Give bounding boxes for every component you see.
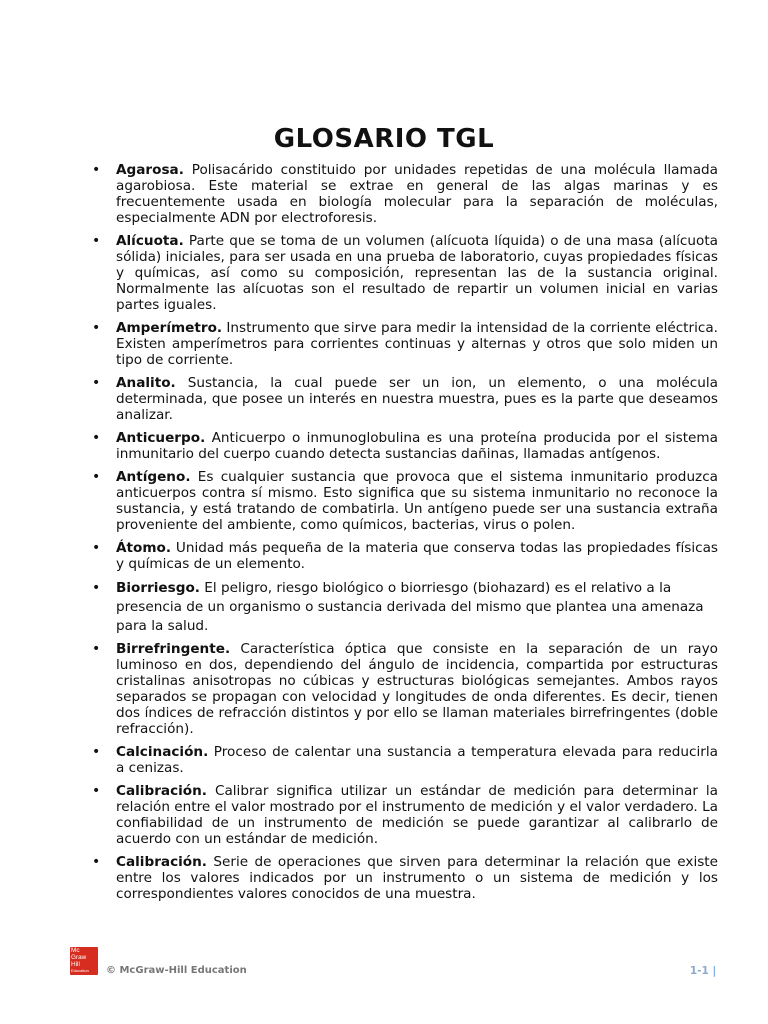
entry-term: Alícuota. (116, 233, 184, 249)
glossary-entry-calibracion-1 (116, 783, 718, 847)
entry-definition: Anticuerpo o inmunoglobulina es una proteína producida por el sistema inmunitario del cuerpo cuando detecta sustancias dañinas, llamadas antígenos. (116, 430, 718, 462)
entry-term: Calibración. (116, 854, 207, 870)
page-title: GLOSARIO TGL (273, 124, 495, 154)
glossary-entry-amperimetro (116, 320, 718, 368)
entry-definition: Unidad más pequeña de la materia que conserva todas las propiedades físicas y químicas de un elemento. (116, 540, 718, 572)
entry-term: Agarosa. (116, 162, 184, 178)
glossary-entry-biorriesgo (116, 579, 718, 636)
entry-term: Calcinación. (116, 744, 209, 760)
copyright-notice: © McGraw-Hill Education (106, 965, 247, 976)
glossary-entry-calcinacion (116, 744, 718, 776)
entry-definition: Característica óptica que consiste en la separación de un rayo luminoso en dos, dependiendo del ángulo de incidencia, compartida por estructuras cristalinas anisotropas no cúbicas y estructuras biológicas semejantes. Ambos rayos separados se propagan con velocidad y longitudes de onda diferentes. Es decir, tienen dos índices de refracción distintos y por ello se llaman materiales birrefringentes (doble refracción). (116, 641, 718, 737)
entry-term: Anticuerpo. (116, 430, 206, 446)
entry-definition: El peligro, riesgo biológico o biorriesgo (biohazard) es el relativo a la presencia de un organismo o sustancia derivada del mismo que plantea una amenaza para la salud. (116, 580, 704, 634)
entry-definition: Instrumento que sirve para medir la intensidad de la corriente eléctrica. Existen amperímetros para corrientes continuas y alternas y otros que solo miden un tipo de corriente. (116, 320, 719, 368)
entry-definition: Calibrar significa utilizar un estándar de medición para determinar la relación entre el valor mostrado por el instrumento de medición y el valor verdadero. La confiabilidad de un instrumento de medición se puede garantizar al calibrarlo de acuerdo con un estándar de medición. (116, 783, 718, 847)
entry-term: Analito. (116, 375, 176, 391)
glossary-entry-anticuerpo (116, 430, 718, 462)
page-number: 1-1 | (689, 965, 716, 977)
glossary-entry-birrefringente (116, 641, 718, 737)
entry-definition: Polisacárido constituido por unidades repetidas de una molécula llamada agarobiosa. Este material se extrae en general de las algas marinas y es frecuentemente usada en biología molecular para la separación de moléculas, especialmente ADN por electroforesis. (116, 162, 718, 226)
glossary-entry-atomo (116, 540, 718, 572)
glossary-entry-calibracion-2 (116, 854, 718, 902)
mcgraw-hill-logo: Mc Graw Hill Education (70, 947, 98, 975)
entry-definition: Sustancia, la cual puede ser un ion, un elemento, o una molécula determinada, que posee un interés en nuestra muestra, pues es la parte que deseamos analizar. (116, 375, 718, 423)
entry-definition: Parte que se toma de un volumen (alícuota líquida) o de una masa (alícuota sólida) iniciales, para ser usada en una prueba de laboratorio, cuyas propiedades físicas y químicas, así como su composición, representan las de la sustancia original. Normalmente las alícuotas son el resultado de repartir un volumen inicial en varias partes iguales. (116, 233, 718, 313)
entry-term: Calibración. (116, 783, 207, 799)
glossary-entry-antigeno (116, 469, 718, 533)
glossary-list (116, 162, 718, 909)
entry-definition: Serie de operaciones que sirven para determinar la relación que existe entre los valores indicados por un instrumento o un sistema de medición y los correspondientes valores conocidos de una muestra. (116, 854, 718, 902)
entry-term: Birrefringente. (116, 641, 231, 657)
glossary-entry-agarosa (116, 162, 718, 226)
entry-term: Amperímetro. (116, 320, 223, 336)
entry-definition: Proceso de calentar una sustancia a temperatura elevada para reducirla a cenizas. (116, 744, 718, 776)
entry-term: Átomo. (116, 540, 172, 556)
glossary-entry-analito (116, 375, 718, 423)
entry-term: Biorriesgo. (116, 580, 200, 596)
glossary-entry-alicuota (116, 233, 718, 313)
entry-term: Antígeno. (116, 469, 191, 485)
page-separator: | (712, 965, 716, 977)
entry-definition: Es cualquier sustancia que provoca que el sistema inmunitario produzca anticuerpos contra sí mismo. Esto significa que su sistema inmunitario no reconoce la sustancia, y está tratando de combatirla. Un antígeno puede ser una sustancia extraña proveniente del ambiente, como químicos, bacterias, virus o polen. (116, 469, 718, 533)
